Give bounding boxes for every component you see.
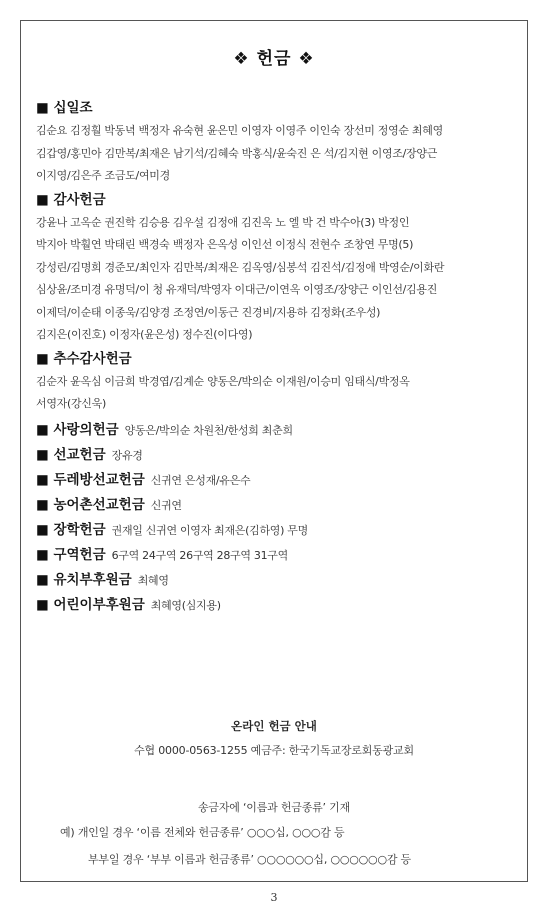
example-couple: 부부일 경우 ‘부부 이름과 헌금종류’ ○○○○○○십, ○○○○○○감 등 [88,853,411,866]
section-heading: ■ 선교헌금 [36,446,106,463]
section-mission-offering [36,441,516,466]
offering-list [36,96,516,616]
section-names: 양동은/박의순 차원천/한성희 최춘희 [124,423,293,437]
section-names: 최혜영(심지용) [150,598,221,612]
section-tithe [36,96,516,188]
section-names: 신귀연 은성재/유은수 [150,473,251,487]
name-line: 강윤나 고옥순 권진학 김승용 김우설 김정애 김진옥 노 엘 박 건 박수아(3) 박정인 [36,215,410,229]
name-line: 김순자 윤옥심 이금희 박경엽/김계순 양동은/박의순 이재원/이승미 임태식/박정옥 [36,374,410,388]
section-district-offering [36,541,516,566]
name-line: 서영자(강신욱) [36,397,106,410]
section-heading: ■ 장학헌금 [36,521,106,538]
section-names: 신귀연 [150,498,182,512]
section-names: 6구역 24구역 26구역 28구역 31구역 [111,548,288,562]
section-names: 최혜영 [137,573,169,587]
bank-account-info: 수협 0000-0563-1255 예금주: 한국기독교장로회동광교회 [134,744,414,757]
section-heading: ■ 농어촌선교헌금 [36,496,145,513]
section-heading: ■ 사랑의헌금 [36,421,119,438]
section-thanks-offering [36,188,516,347]
section-heading: ■ 두레방선교헌금 [36,471,145,488]
section-kindergarten-support [36,566,516,591]
section-heading: ■ 유치부후원금 [36,571,132,588]
section-children-support [36,591,516,616]
section-scholarship-offering [36,516,516,541]
section-harvest-offering [36,347,516,416]
section-love-offering [36,416,516,441]
name-line: 이제덕/이순태 이종욱/김양경 조정연/이동근 진경비/지용하 김정화(조우성) [36,305,381,319]
section-names: 장유경 [111,448,143,462]
name-line: 김순요 김정훨 박동녁 백정자 유숙현 윤은민 이영자 이영주 이인숙 장선미 정영순 최혜영 [36,124,443,137]
remittance-note: 송금자에 ‘이름과 헌금종류’ 기재 [197,801,351,814]
name-line: 강성린/김명희 경준모/최인자 김만복/최재은 김옥영/심봉석 김진석/김정애 박영순/이화란 [36,260,445,274]
page-title: ❖ 헌금 ❖ [233,49,315,69]
section-heading: ■ 어린이부후원금 [36,596,145,613]
section-heading: ■ 감사헌금 [36,191,106,208]
section-names: 권재일 신귀연 이영자 최재은(김하영) 무명 [111,523,308,537]
page-number: 3 [270,891,278,904]
section-rural-mission [36,491,516,516]
section-heading: ■ 십일조 [36,100,93,116]
name-line: 김갑영/홍민아 김만복/최재은 남기석/김혜숙 박홍식/윤숙진 은 석/김지현 이영조/장양근 [36,146,438,160]
name-line: 심상윤/조미경 유명덕/이 청 유재덕/박영자 이대근/이연옥 이영조/장양근 이인선/김용진 [36,283,438,296]
example-individual: 예) 개인일 경우 ‘이름 전체와 헌금종류’ ○○○십, ○○○감 등 [60,826,345,839]
name-line: 이지영/김은주 조금도/여미경 [36,169,170,182]
name-line: 박지아 박훨연 박태린 백경숙 백정자 은옥성 이인선 이정식 전현수 조창연 무명(5) [36,238,414,251]
section-heading: ■ 추수감사헌금 [36,350,132,367]
section-durebang-mission [36,466,516,491]
section-heading: ■ 구역헌금 [36,546,106,563]
name-line: 김지은(이진호) 이정자(윤은성) 정수진(이다영) [36,328,253,341]
online-offering-title: 온라인 헌금 안내 [231,719,317,733]
